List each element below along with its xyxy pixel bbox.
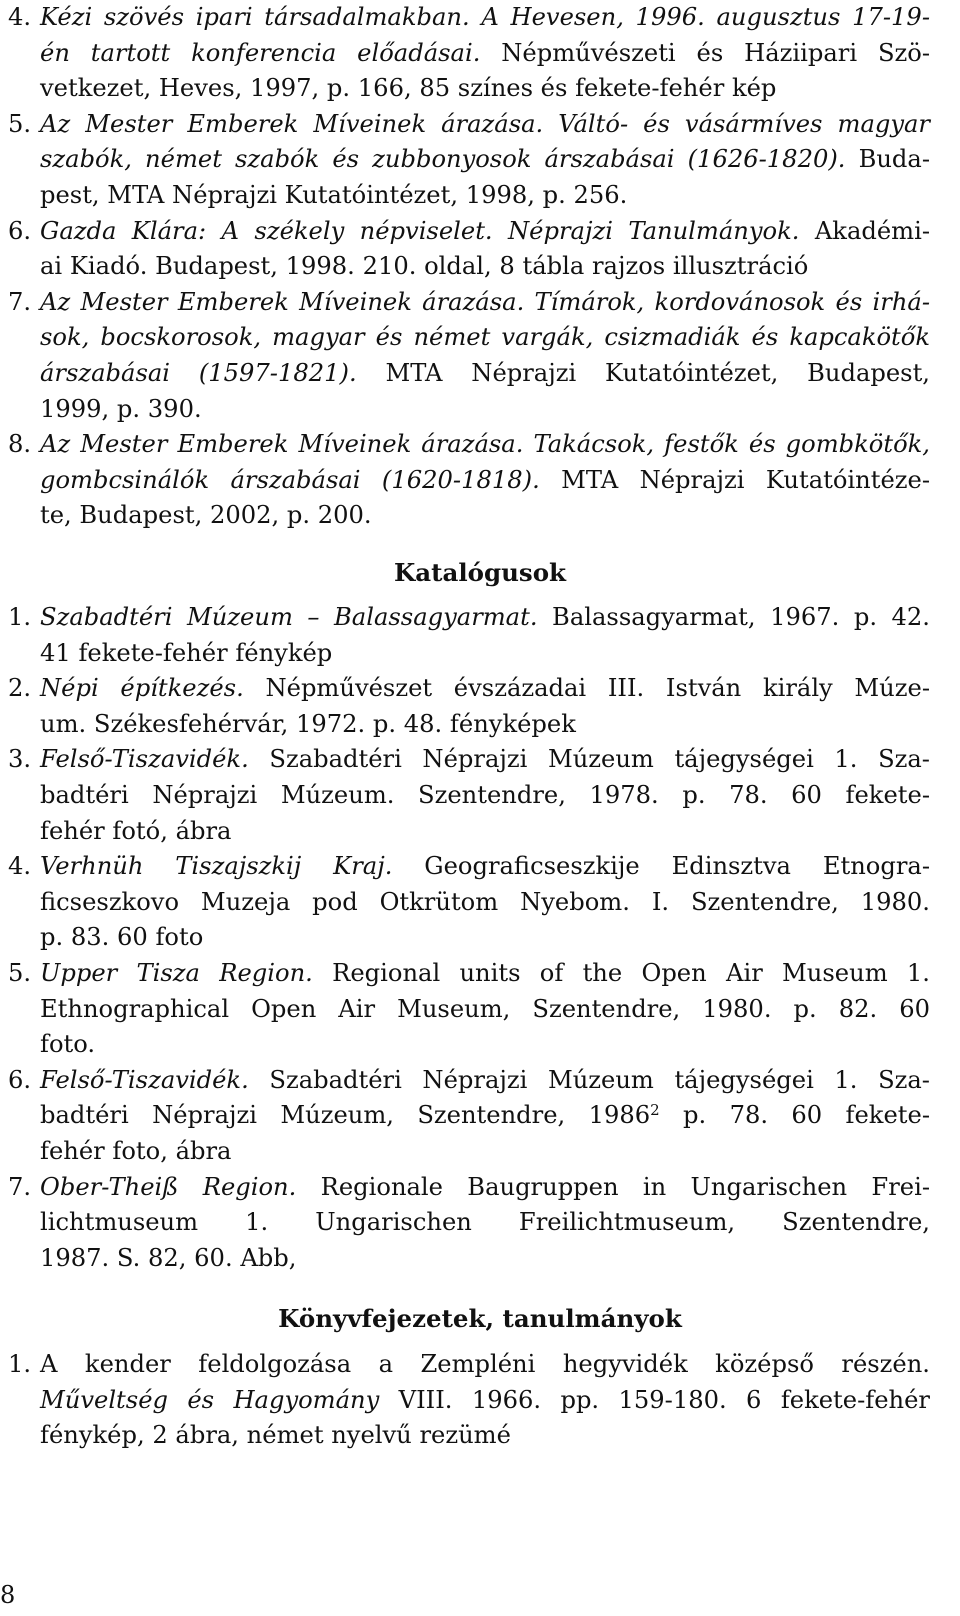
entry-line (8, 1027, 930, 1063)
entry-text: Akadémi- (799, 216, 931, 245)
entry-line (8, 1063, 930, 1099)
entry-line (8, 249, 930, 285)
italic-title-text: Felső-Tiszavidék. (40, 1065, 249, 1094)
italic-title-text: Az Mester Emberek Míveinek árazása. Váltó- és vásármíves magyar (40, 109, 930, 138)
entry-line (8, 1205, 930, 1241)
bibliography-entry (8, 849, 930, 956)
entry-text: p. 83. 60 foto (40, 923, 204, 952)
entry-text: badtéri Néprajzi Múzeum, Szentendre, 1986 (40, 1101, 651, 1130)
bibliography-entry (8, 742, 930, 849)
entry-text: MTA Néprajzi Kutatóintéze- (539, 465, 930, 494)
section-heading-konyvfejezetek: Könyvfejezetek, tanulmányok (278, 1304, 682, 1333)
entry-text: Regional units of the Open Air Museum 1. (312, 958, 930, 987)
entry-line (8, 885, 930, 921)
entry-text: Szabadtéri Néprajzi Múzeum tájegységei 1. Sza- (248, 745, 930, 774)
entry-text: 2 (650, 1101, 660, 1120)
entry-line (8, 427, 930, 463)
italic-title-text: Upper Tisza Region. (40, 958, 313, 987)
bibliography-entry (8, 0, 930, 107)
entry-line (8, 920, 930, 956)
entry-text: 41 fekete-fehér fénykép (40, 638, 333, 667)
entry-line (8, 356, 930, 392)
entry-text: foto. (40, 1030, 96, 1059)
entry-line (8, 285, 930, 321)
entry-text: ai Kiadó. Budapest, 1998. 210. oldal, 8 tábla rajzos illusztráció (40, 252, 809, 281)
entry-text: ficseszkovo Muzeja pod Otkrütom Nyebom. I. Szentendre, 1980. (40, 887, 930, 916)
entry-number: 1. (8, 603, 32, 631)
entry-line (8, 71, 930, 107)
entry-text: 1999, p. 390. (40, 394, 202, 423)
entry-text: MTA Néprajzi Kutatóintézet, Budapest, (356, 358, 930, 387)
entry-text: pest, MTA Néprajzi Kutatóintézet, 1998, p. 256. (40, 180, 628, 209)
entry-line (8, 600, 930, 636)
entry-line (8, 1170, 930, 1206)
entry-line (8, 849, 930, 885)
italic-title-text: Az Mester Emberek Míveinek árazása. Takácsok, festők és gombkötők, (40, 430, 930, 459)
entry-text: um. Székesfehérvár, 1972. p. 48. fényképek (40, 709, 576, 738)
bibliography-entry (8, 107, 930, 214)
entry-line (8, 992, 930, 1028)
entry-line (8, 636, 930, 672)
entry-text: Népművészeti és Háziipari Szö- (480, 38, 931, 67)
italic-title-text: Népi építkezés. (40, 674, 244, 703)
entry-text: Geograficseszkije Edinsztva Etnogra- (392, 852, 930, 881)
bibliography-top-list (8, 0, 930, 534)
entry-line (8, 742, 930, 778)
entry-line (8, 214, 930, 250)
entry-number: 4. (8, 852, 32, 881)
bibliography-entry (8, 214, 930, 285)
bibliography-entry (8, 1170, 930, 1277)
entry-number: 1. (8, 1350, 32, 1378)
italic-title-text: Felső-Tiszavidék. (40, 745, 249, 774)
entry-number: 5. (8, 109, 32, 138)
entry-line (8, 1098, 930, 1134)
entry-text: Balassagyarmat, 1967. p. 42. (537, 603, 930, 631)
entry-line (8, 956, 930, 992)
entry-line (8, 0, 930, 36)
bibliography-entry (8, 427, 930, 534)
bibliography-entry (8, 956, 930, 1063)
entry-line (8, 1347, 930, 1383)
entry-text: badtéri Néprajzi Múzeum. Szentendre, 1978. p. 78. 60 fekete- (40, 780, 930, 809)
italic-title-text: sok, bocskorosok, magyar és német vargák, csizmadiák és kapcakötők (40, 323, 930, 352)
entry-text: fehér fotó, ábra (40, 816, 232, 845)
page-number: 8 (0, 1581, 16, 1609)
entry-line (8, 498, 930, 534)
konyvfejezetek-list (8, 1347, 930, 1454)
bibliography-entry (8, 600, 930, 671)
italic-title-text: Verhnüh Tiszajszkij Kraj. (40, 852, 393, 881)
italic-title-text: Műveltség és Hagyomány (40, 1385, 380, 1414)
entry-line (8, 1383, 930, 1419)
entry-line (8, 1134, 930, 1170)
entry-text: p. 78. 60 fekete- (659, 1101, 930, 1130)
entry-text: vetkezet, Heves, 1997, p. 166, 85 színes és fekete-fehér kép (40, 74, 777, 103)
entry-text: fehér foto, ábra (40, 1136, 232, 1165)
entry-line (8, 778, 930, 814)
entry-text: fénykép, 2 ábra, német nyelvű rezümé (40, 1421, 511, 1450)
entry-line (8, 707, 930, 743)
entry-line (8, 320, 930, 356)
entry-text: te, Budapest, 2002, p. 200. (40, 501, 372, 530)
entry-text: lichtmuseum 1. Ungarischen Freilichtmuseum, Szentendre, (40, 1208, 930, 1237)
bibliography-entry (8, 1063, 930, 1170)
italic-title-text: Kézi szövés ipari társadalmakban. A Hevesen, 1996. augusztus 17-19- (40, 3, 930, 31)
katalogusok-list (8, 600, 930, 1276)
entry-line (8, 814, 930, 850)
bibliography-entry (8, 285, 930, 427)
italic-title-text: Az Mester Emberek Míveinek árazása. Tímárok, kordovánosok és irhá- (40, 287, 930, 316)
entry-line (8, 142, 930, 178)
entry-line (8, 392, 930, 428)
bibliography-entry (8, 671, 930, 742)
entry-text: Szabadtéri Néprajzi Múzeum tájegységei 1. Sza- (248, 1065, 930, 1094)
italic-title-text: én tartott konferencia előadásai. (40, 38, 481, 67)
entry-text: 1987. S. 82, 60. Abb, (40, 1243, 297, 1272)
section-heading-katalogusok: Katalógusok (393, 558, 567, 587)
entry-text: A kender feldolgozása a Zempléni hegyvidék középső részén. (40, 1350, 930, 1378)
entry-text: Népművészet évszázadai III. István király Múze- (243, 674, 930, 703)
italic-title-text: Ober-Theiß Region. (40, 1172, 297, 1201)
entry-text: Ethnographical Open Air Museum, Szentendre, 1980. p. 82. 60 (40, 994, 930, 1023)
entry-line (8, 1418, 930, 1454)
entry-text: Regionale Baugruppen in Ungarischen Frei- (296, 1172, 930, 1201)
entry-number: 7. (8, 287, 32, 316)
entry-line (8, 671, 930, 707)
entry-number: 4. (8, 3, 32, 31)
entry-number: 6. (8, 216, 32, 245)
entry-number: 6. (8, 1065, 32, 1094)
entry-number: 2. (8, 674, 32, 703)
italic-title-text: szabók, német szabók és zubbonyosok árszabásai (1626-1820). (40, 145, 846, 174)
entry-number: 8. (8, 430, 32, 459)
italic-title-text: Szabadtéri Múzeum – Balassagyarmat. (40, 603, 538, 631)
entry-line (8, 178, 930, 214)
entry-text: VIII. 1966. pp. 159-180. 6 fekete-fehér (379, 1385, 930, 1414)
entry-line (8, 463, 930, 499)
entry-number: 7. (8, 1172, 32, 1201)
entry-line (8, 36, 930, 72)
italic-title-text: Gazda Klára: A székely népviselet. Néprajzi Tanulmányok. (40, 216, 800, 245)
bibliography-entry (8, 1347, 930, 1454)
italic-title-text: gombcsinálók árszabásai (1620-1818). (40, 465, 540, 494)
entry-text: Buda- (845, 145, 930, 174)
entry-line (8, 107, 930, 143)
entry-number: 3. (8, 745, 32, 774)
entry-line (8, 1241, 930, 1277)
italic-title-text: árszabásai (1597-1821). (40, 358, 357, 387)
entry-number: 5. (8, 958, 32, 987)
